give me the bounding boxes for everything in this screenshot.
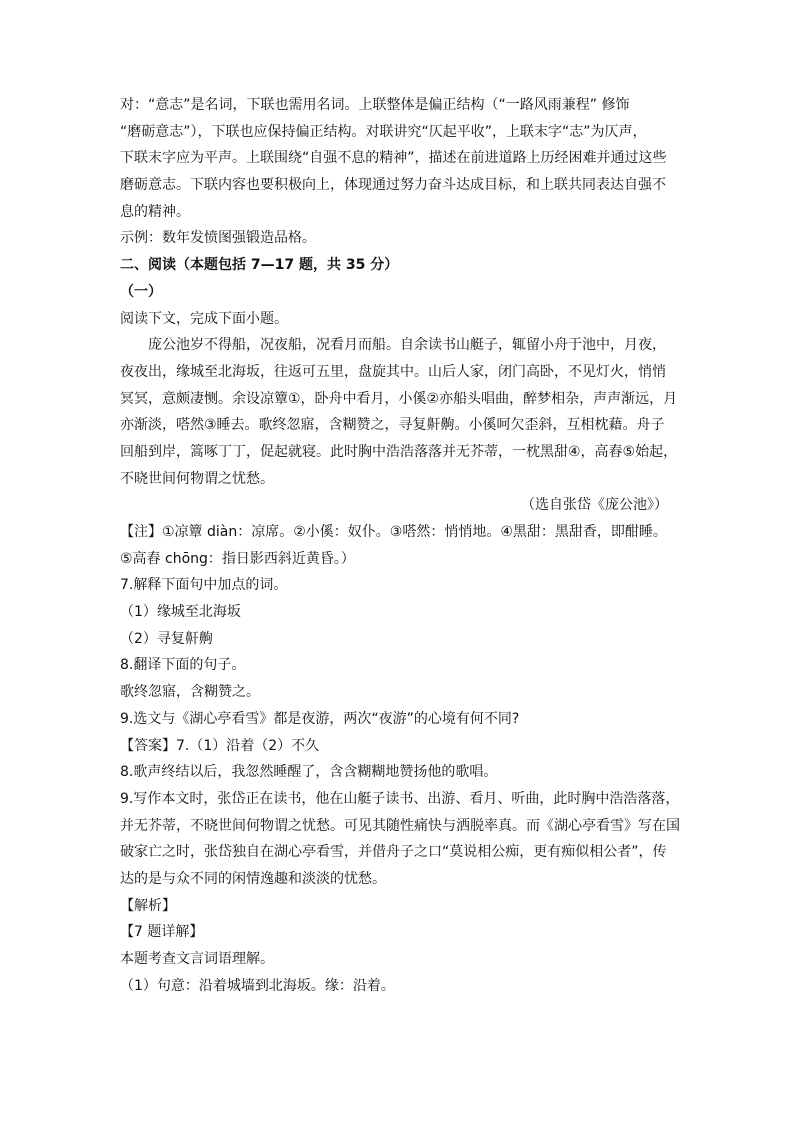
answer-line: 【答案】7.（1）沿着（2）不久: [120, 737, 320, 754]
analysis-line: （1）句意：沿着城墙到北海坂。缘：沿着。: [120, 977, 395, 994]
question-8: 8.翻译下面的句子。: [120, 657, 246, 674]
section-heading: 二、阅读（本题包括 7—17 题，共 35 分）: [120, 257, 399, 274]
answer-line: 破家亡之时，张岱独自在湖心亭看雪，并借舟子之口“莫说相公痴，更有痴似相公者”，传: [120, 844, 667, 861]
text-line: 下联末字应为平声。上联围绕“自强不息的精神”，描述在前进道路上历经困难并通过这些: [120, 150, 667, 167]
note-line: ⑤高舂 chōng：指日影西斜近黄昏。）: [120, 550, 355, 567]
answer-line: 达的是与众不同的闲情逸趣和淡淡的忧愁。: [120, 870, 386, 887]
example-line: 示例：数年发愤图强锻造品格。: [120, 230, 316, 247]
instruction-line: 阅读下文，完成下面小题。: [120, 310, 288, 327]
subsection-heading: （一）: [120, 283, 162, 300]
analysis-heading: 【解析】: [120, 897, 176, 914]
text-line: 对：“意志”是名词，下联也需用名词。上联整体是偏正结构（“一路风雨兼程” 修饰: [120, 97, 630, 113]
analysis-line: 本题考查文言词语理解。: [120, 951, 274, 967]
question-9: 9.选文与《湖心亭看雪》都是夜游，两次“夜游”的心境有何不同?: [120, 710, 520, 727]
question-8-sentence: 歌终忽寤，含糊赞之。: [120, 684, 260, 701]
document-body: [120, 92, 680, 999]
question-7-item-2: （2）寻复鼾齁: [120, 630, 213, 647]
answer-line: 8.歌声终结以后，我忽然睡醒了，含含糊糊地赞扬他的歌唱。: [120, 764, 498, 781]
passage-line: 亦渐淡，嗒然③睡去。歌终忽寤，含糊赞之，寻复鼾齁。小傒呵欠歪斜，互相枕藉。舟子: [120, 417, 665, 434]
passage-line: 回船到岸，篙啄丁丁，促起就寝。此时胸中浩浩落落并无芥蒂，一枕黑甜④，高舂⑤始起，: [120, 443, 678, 460]
text-line: “磨砺意志”），下联也应保持偏正结构。对联讲究“仄起平收”，上联末字“志”为仄声，: [120, 123, 647, 140]
passage-line: 冥冥，意颇凄恻。余设凉簟①，卧舟中看月，小傒②亦船头唱曲，醉梦相杂，声声渐远，月: [120, 390, 678, 407]
analysis-subheading: 【7 题详解】: [120, 924, 204, 941]
passage-line: 不晓世间何物谓之忧愁。: [120, 470, 274, 487]
question-7-item-1: （1）缘城至北海坂: [120, 604, 241, 621]
answer-line: 9.写作本文时，张岱正在读书，他在山艇子读书、出游、看月、听曲，此时胸中浩浩落落，: [120, 790, 680, 807]
text-line: 息的精神。: [120, 203, 190, 220]
note-line: 【注】①凉簟 diàn：凉席。②小傒：奴仆。③嗒然：悄悄地。④黑甜：黑甜香，即酣睡。: [120, 524, 667, 540]
question-7: 7.解释下面句中加点的词。: [120, 577, 288, 594]
passage-line: 夜夜出，缘城至北海坂，往返可五里，盘旋其中。山后人家，闭门高卧，不见灯火，悄悄: [120, 363, 666, 380]
answer-line: 并无芥蒂，不晓世间何物谓之忧愁。可见其随性痛快与洒脱率真。而《湖心亭看雪》写在国: [120, 817, 680, 834]
passage-line: 庞公池岁不得船，况夜船，况看月而船。自余读书山艇子，辄留小舟于池中，月夜，: [148, 337, 666, 354]
text-line: 磨砺意志。下联内容也要积极向上，体现通过努力奋斗达成目标，和上联共同表达自强不: [120, 177, 666, 194]
passage-source: （选自张岱《庞公池》）: [521, 497, 668, 514]
